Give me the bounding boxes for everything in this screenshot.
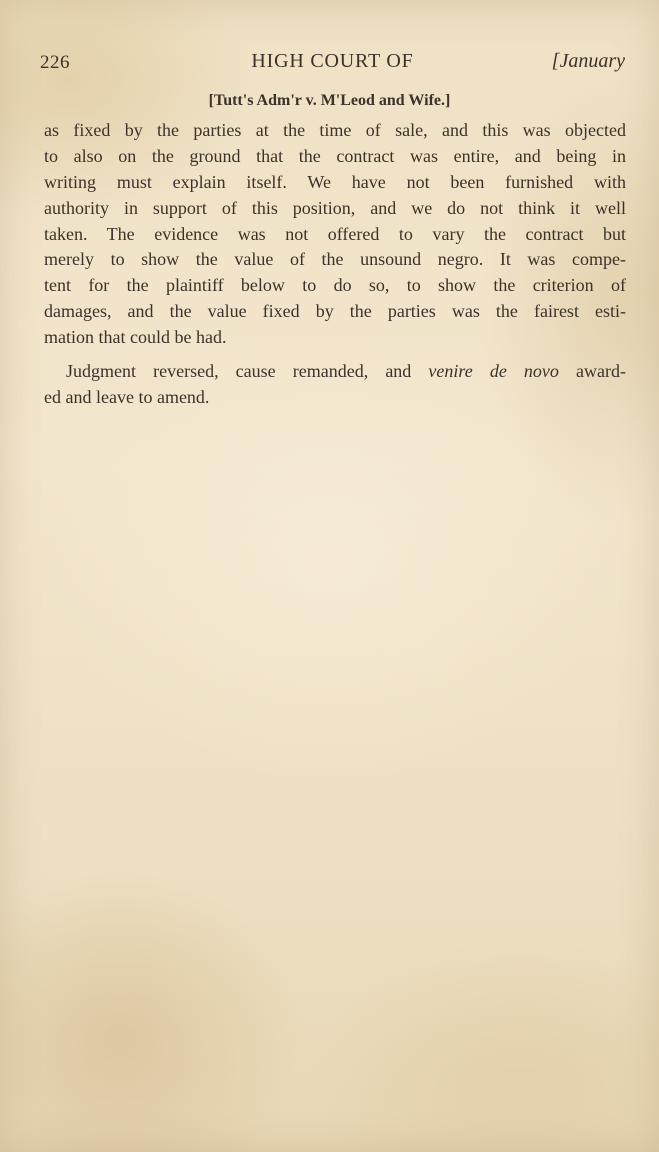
- text-line: merely to show the value of the unsound negro. It was compe-: [44, 249, 626, 270]
- paragraph: [44, 118, 626, 351]
- court-title: HIGH COURT OF: [251, 50, 414, 72]
- body-text: [44, 118, 626, 411]
- case-caption: [Tutt's Adm'r v. M'Leod and Wife.]: [208, 92, 451, 109]
- text-line: ed and leave to amend.: [44, 386, 210, 407]
- text-line: to also on the ground that the contract was entire, and being in: [44, 145, 626, 166]
- judgment-text: Judgment reversed, cause remanded, and: [66, 361, 429, 382]
- text-line: writing must explain itself. We have not been furnished with: [44, 171, 626, 192]
- text-line: tent for the plaintiff below to do so, to show the criterion of: [44, 275, 626, 296]
- text-line: [44, 359, 626, 385]
- text-line: as fixed by the parties at the time of sale, and this was objected: [44, 120, 626, 140]
- text-line: mation that could be had.: [44, 327, 227, 348]
- page-number: 226: [40, 52, 70, 73]
- text-line: authority in support of this position, and we do not think it well: [44, 197, 626, 218]
- term-label: [January: [551, 50, 625, 72]
- judgment-text: award-: [558, 361, 626, 382]
- text-line: taken. The evidence was not offered to vary the contract but: [44, 223, 626, 244]
- running-head: [40, 50, 625, 80]
- judgment-paragraph: [44, 359, 626, 411]
- text-line: damages, and the value fixed by the parties was the fairest esti-: [44, 301, 626, 322]
- venire-de-novo-phrase: venire de novo: [428, 361, 559, 382]
